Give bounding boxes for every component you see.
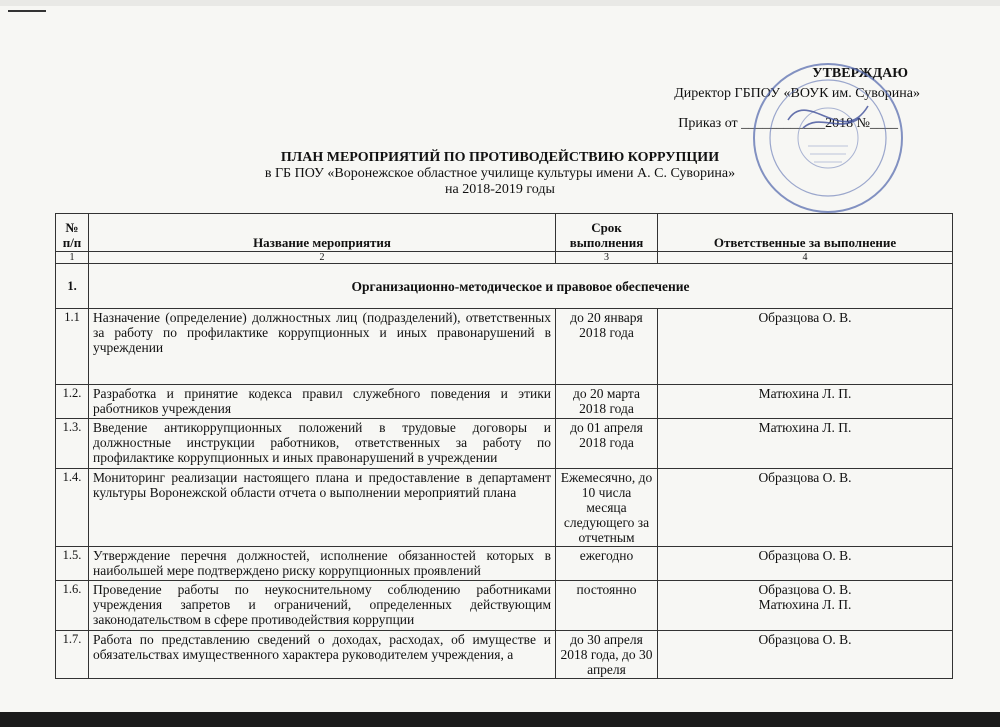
row-activity: Назначение (определение) должностных лиц (подразделений), ответственных за работу по профилактике коррупционных и иных правонарушений в учреждении	[89, 309, 556, 385]
document-heading	[140, 150, 860, 198]
column-number: 3	[556, 252, 658, 264]
section-row	[56, 264, 953, 309]
row-term: Ежемесячно, до 10 числа месяца следующего за отчетным	[556, 469, 658, 547]
approval-title: УТВЕРЖДАЮ	[812, 66, 908, 81]
approval-order: Приказ от ____________2018 №____	[678, 116, 898, 131]
row-responsible: Матюхина Л. П.	[658, 385, 953, 419]
header-name: Название мероприятия	[89, 214, 556, 252]
table-row	[56, 469, 953, 547]
column-number: 2	[89, 252, 556, 264]
row-activity: Утверждение перечня должностей, исполнение обязанностей которых в наибольшей мере подтверждено риску коррупционных проявлений	[89, 547, 556, 581]
heading-line-3: на 2018-2019 годы	[445, 182, 555, 197]
table-row	[56, 309, 953, 385]
table-row	[56, 419, 953, 469]
row-number: 1.2.	[56, 385, 89, 419]
row-activity: Введение антикоррупционных положений в трудовые договоры и должностные инструкции работников, ответственных за работу по профилактике коррупционных и иных правонарушений в учреждении	[89, 419, 556, 469]
section-title: Организационно-методическое и правовое обеспечение	[89, 264, 953, 309]
header-term: Срок выполнения	[556, 214, 658, 252]
table-row	[56, 547, 953, 581]
row-number: 1.4.	[56, 469, 89, 547]
column-number: 4	[658, 252, 953, 264]
header-resp: Ответственные за выполнение	[658, 214, 953, 252]
scan-edge-bottom	[0, 712, 1000, 727]
section-number: 1.	[56, 264, 89, 309]
heading-line-2: в ГБ ПОУ «Воронежское областное училище культуры имени А. С. Суворина»	[264, 166, 736, 181]
row-number: 1.3.	[56, 419, 89, 469]
row-responsible: Образцова О. В.	[658, 469, 953, 547]
row-responsible	[658, 581, 953, 631]
plan-table	[55, 213, 953, 679]
header-row	[56, 214, 953, 252]
table-row	[56, 631, 953, 679]
header-num: № п/п	[56, 214, 89, 252]
column-number: 1	[56, 252, 89, 264]
row-term: до 20 января 2018 года	[556, 309, 658, 385]
table-row	[56, 385, 953, 419]
row-term: ежегодно	[556, 547, 658, 581]
scan-mark	[8, 10, 46, 12]
column-number-row	[56, 252, 953, 264]
row-responsible: Образцова О. В.	[658, 631, 953, 679]
row-activity: Разработка и принятие кодекса правил служебного поведения и этики работников учреждения	[89, 385, 556, 419]
row-term: до 30 апреля 2018 года, до 30 апреля	[556, 631, 658, 679]
row-number: 1.7.	[56, 631, 89, 679]
row-number: 1.5.	[56, 547, 89, 581]
row-responsible: Матюхина Л. П.	[658, 419, 953, 469]
row-term: постоянно	[556, 581, 658, 631]
heading-line-1: ПЛАН МЕРОПРИЯТИЙ ПО ПРОТИВОДЕЙСТВИЮ КОРРУПЦИИ	[280, 150, 720, 165]
row-number: 1.6.	[56, 581, 89, 631]
row-responsible: Образцова О. В.	[658, 547, 953, 581]
table-row	[56, 581, 953, 631]
row-term: до 20 марта 2018 года	[556, 385, 658, 419]
approval-director: Директор ГБПОУ «ВОУК им. Суворина»	[674, 86, 920, 101]
row-activity: Работа по представлению сведений о доходах, расходах, об имуществе и обязательствах имущественного характера руководителем учреждения, а	[89, 631, 556, 679]
scan-edge-top	[0, 0, 1000, 6]
row-activity: Мониторинг реализации настоящего плана и предоставление в департамент культуры Воронежской области отчета о выполнении мероприятий плана	[89, 469, 556, 547]
row-responsible-1: Образцова О. В.	[758, 582, 852, 597]
row-activity: Проведение работы по неукоснительному соблюдению работниками учреждения запретов и ограничений, определенных действующим законодательством в сфере противодействия коррупции	[89, 581, 556, 631]
row-responsible: Образцова О. В.	[658, 309, 953, 385]
row-number: 1.1	[56, 309, 89, 385]
row-term: до 01 апреля 2018 года	[556, 419, 658, 469]
row-responsible-2: Матюхина Л. П.	[758, 597, 852, 612]
